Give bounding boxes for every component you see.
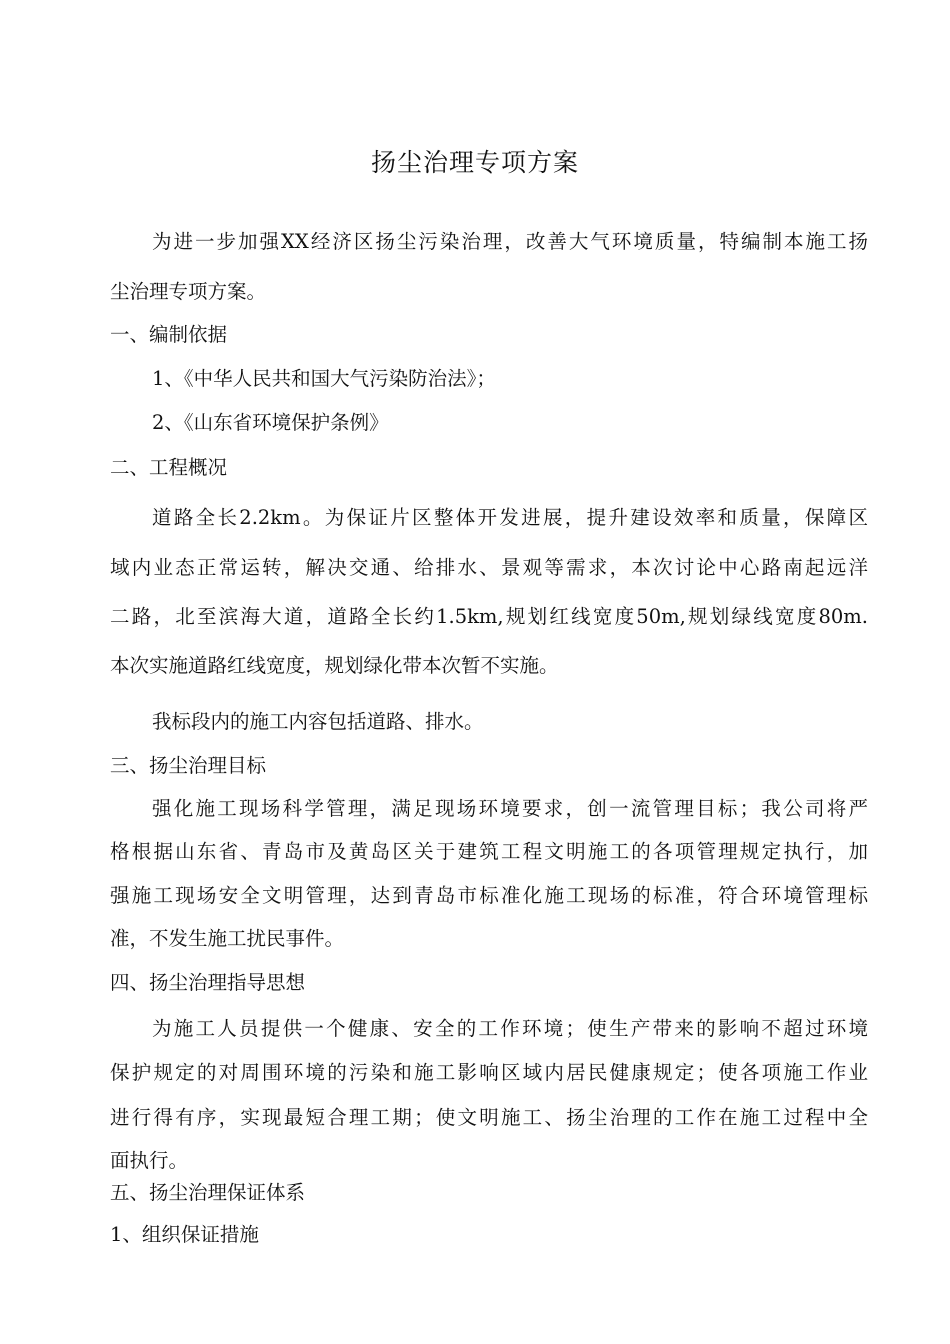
section-heading-overview: 二、工程概况 [110, 456, 228, 479]
basis-item-2: 2、《山东省环境保护条例》 [152, 411, 389, 434]
basis-item-1: 1、《中华人民共和国大气污染防治法》； [152, 367, 496, 390]
intro-line-2: 尘治理专项方案。 [110, 280, 267, 303]
intro-line-1: 为进一步加强XX经济区扬尘污染治理，改善大气环境质量，特编制本施工扬 [152, 230, 868, 253]
goals-line-4: 准，不发生施工扰民事件。 [110, 927, 345, 950]
goals-line-1: 强化施工现场科学管理，满足现场环境要求，创一流管理目标；我公司将严 [152, 797, 868, 820]
assurance-item-1: 1、组织保证措施 [110, 1223, 259, 1246]
overview-line-3: 二路，北至滨海大道，道路全长约1.5km,规划红线宽度50m,规划绿线宽度80m. [110, 605, 868, 628]
principles-line-2: 保护规定的对周围环境的污染和施工影响区域内居民健康规定；使各项施工作业 [110, 1061, 868, 1084]
section-heading-assurance: 五、扬尘治理保证体系 [110, 1181, 306, 1204]
principles-line-1: 为施工人员提供一个健康、安全的工作环境；使生产带来的影响不超过环境 [152, 1017, 868, 1040]
section-heading-goals: 三、扬尘治理目标 [110, 754, 267, 777]
section-heading-basis: 一、编制依据 [110, 323, 228, 346]
principles-line-3: 进行得有序，实现最短合理工期；使文明施工、扬尘治理的工作在施工过程中全 [110, 1106, 868, 1129]
goals-line-2: 格根据山东省、青岛市及黄岛区关于建筑工程文明施工的各项管理规定执行，加 [110, 840, 868, 863]
scope-line: 我标段内的施工内容包括道路、排水。 [152, 710, 484, 733]
overview-line-4: 本次实施道路红线宽度，规划绿化带本次暂不实施。 [110, 654, 559, 677]
goals-line-3: 强施工现场安全文明管理，达到青岛市标准化施工现场的标准，符合环境管理标 [110, 884, 868, 907]
overview-line-2: 域内业态正常运转，解决交通、给排水、景观等需求，本次讨论中心路南起远洋 [110, 556, 868, 579]
document-title: 扬尘治理专项方案 [370, 148, 579, 177]
overview-line-1: 道路全长2.2km。为保证片区整体开发进展，提升建设效率和质量，保障区 [152, 506, 868, 529]
section-heading-principles: 四、扬尘治理指导思想 [110, 971, 306, 994]
principles-line-4: 面执行。 [110, 1149, 189, 1172]
